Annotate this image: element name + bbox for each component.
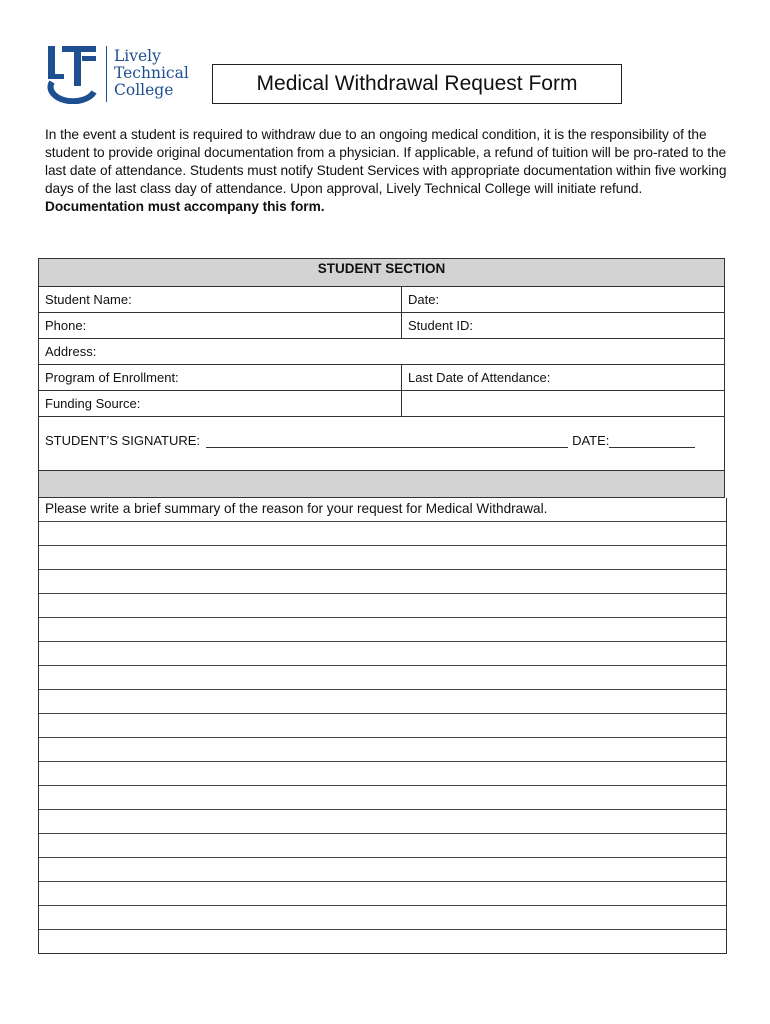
last-date-field[interactable]: Last Date of Attendance: [408, 370, 551, 385]
summary-prompt: Please write a brief summary of the reason for your request for Medical Withdrawal. [39, 498, 726, 522]
intro-text: In the event a student is required to withdraw due to an ongoing medical condition, it is the responsibility of the student to provide original documentation from a physician. If applicable, a refund of tuition will be pro-rated to the last date of attendance. Students must notify Student Services with appropriate documentation within five working days of the last class day of attendance. Upon approval, Lively Technical College will initiate refund. [45, 127, 727, 196]
student-name-field[interactable]: Student Name: [39, 287, 402, 312]
logo-line-2: Technical [114, 64, 189, 82]
summary-line[interactable] [39, 522, 726, 546]
summary-line[interactable] [39, 690, 726, 714]
date-field[interactable]: Date: [408, 292, 440, 307]
student-id-field[interactable]: Student ID: [408, 318, 474, 333]
summary-line[interactable] [39, 762, 726, 786]
summary-line[interactable] [39, 738, 726, 762]
signature-cell [39, 417, 724, 448]
summary-line[interactable] [39, 570, 726, 594]
college-logo [44, 44, 204, 106]
row-address [39, 339, 724, 365]
form-title: Medical Withdrawal Request Form [212, 64, 622, 104]
summary-line[interactable] [39, 882, 726, 906]
summary-line[interactable] [39, 642, 726, 666]
program-field[interactable]: Program of Enrollment: [39, 365, 402, 390]
summary-line[interactable] [39, 666, 726, 690]
row-phone-id [39, 313, 724, 339]
row-signature [39, 417, 724, 471]
shaded-divider-row [39, 471, 724, 497]
intro-bold-note: Documentation must accompany this form. [45, 199, 325, 214]
summary-line[interactable] [39, 594, 726, 618]
summary-line[interactable] [39, 906, 726, 930]
row-name-date [39, 287, 724, 313]
funding-field[interactable]: Funding Source: [39, 391, 402, 416]
logo-line-3: College [114, 81, 174, 99]
signature-date-label: DATE: [572, 433, 610, 448]
address-field[interactable]: Address: [45, 344, 97, 359]
phone-field[interactable]: Phone: [39, 313, 402, 338]
signature-line[interactable] [206, 433, 568, 448]
summary-line[interactable] [39, 930, 726, 954]
funding-blank[interactable] [402, 391, 724, 416]
student-section-table [38, 258, 725, 498]
summary-line[interactable] [39, 834, 726, 858]
logo-divider [106, 46, 107, 102]
summary-line[interactable] [39, 546, 726, 570]
intro-paragraph [45, 126, 735, 216]
summary-line[interactable] [39, 858, 726, 882]
row-funding [39, 391, 724, 417]
summary-line[interactable] [39, 810, 726, 834]
summary-line[interactable] [39, 786, 726, 810]
summary-lines[interactable] [38, 498, 727, 954]
summary-line[interactable] [39, 714, 726, 738]
ltc-logo-mark-icon [44, 44, 104, 104]
signature-label: STUDENT’S SIGNATURE: [45, 433, 201, 448]
summary-line[interactable] [39, 618, 726, 642]
logo-line-1: Lively [114, 47, 161, 65]
signature-date-line[interactable] [609, 433, 695, 448]
section-header: STUDENT SECTION [39, 259, 724, 287]
row-program-lastdate [39, 365, 724, 391]
logo-wordmark [114, 48, 189, 99]
